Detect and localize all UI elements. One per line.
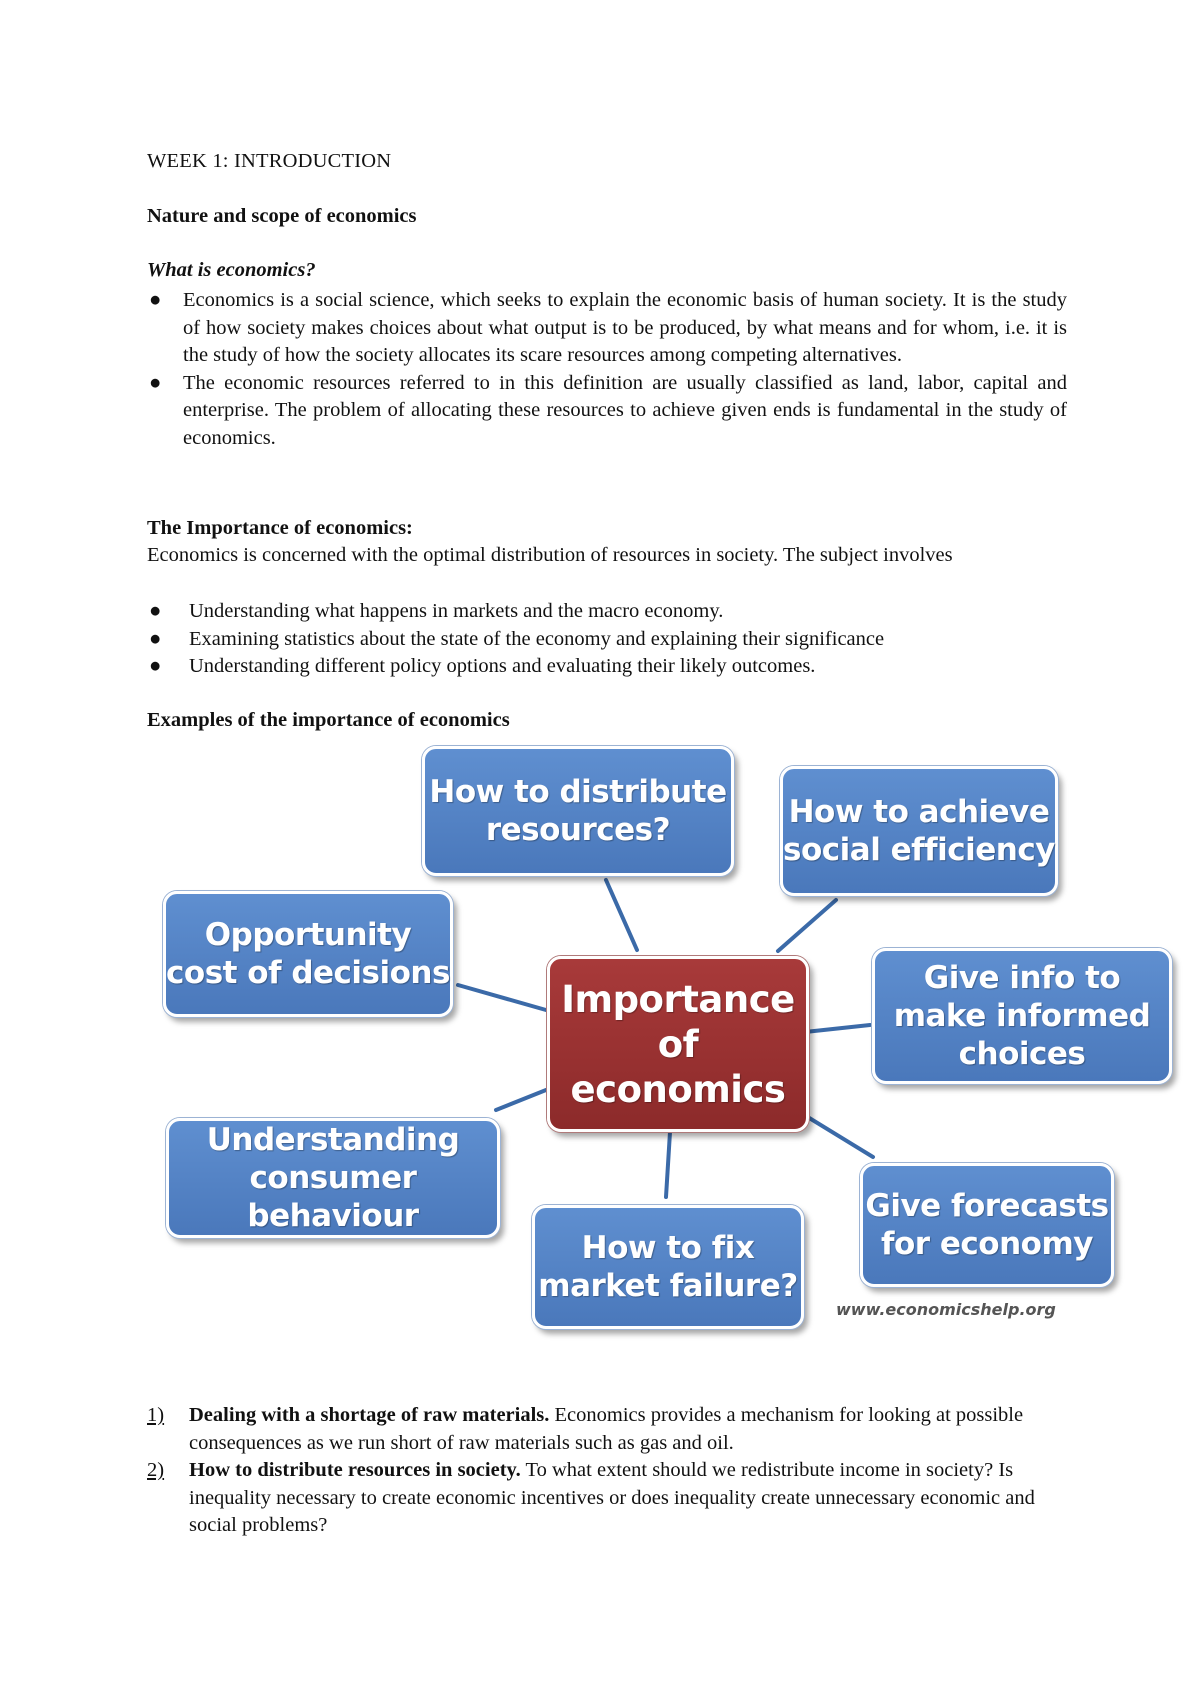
importance-intro: Economics is concerned with the optimal distribution of resources in society. The subject involves [147, 544, 953, 566]
item-text: To what extent should we redistribute income in society? Is inequality necessary to create economic incentives or does inequality create unnecessary economic and social problems? [189, 1459, 1035, 1536]
importance-title: The Importance of economics: [147, 517, 413, 539]
bullet-icon: ● [149, 600, 162, 622]
node-market-failure: How to fix market failure? [532, 1205, 804, 1329]
item-number: 1) [147, 1404, 165, 1426]
item-lead: How to distribute resources in society. [189, 1459, 521, 1481]
node-distribute-resources: How to distribute resources? [422, 746, 734, 876]
connector-line [805, 1025, 870, 1032]
bullet-icon: ● [149, 627, 162, 650]
connector-line [806, 1116, 873, 1157]
section-title: Nature and scope of economics [147, 205, 417, 227]
bullet-icon: ● [149, 655, 162, 677]
bullet-icon: ● [149, 289, 162, 311]
node-social-efficiency: How to achieve social efficiency [780, 766, 1058, 896]
connector-line [666, 1132, 670, 1197]
source-credit: www.economicshelp.org [836, 1300, 1056, 1319]
node-consumer-behaviour: Understanding consumer behaviour [166, 1118, 500, 1238]
list-item: ● Understanding what happens in markets and the macro economy. [147, 598, 1067, 626]
connector-line [778, 900, 836, 951]
list-item: ● Economics is a social science, which seeks to explain the economic basis of human society. It is the study of how society makes choices about what output is to be produced, by what means and for whom, i.e. it is the study of how the society allocates its scare resources among competing alternatives. [149, 289, 1067, 366]
list-item: ● Examining statistics about the state of the economy and explaining their significance [147, 626, 1067, 654]
connector-line [606, 880, 637, 950]
item-number: 2) [147, 1459, 165, 1481]
examples-title: Examples of the importance of economics [147, 709, 510, 731]
list-item: ● The economic resources referred to in this definition are usually classified as land, labor, capital and enterprise. The problem of allocating these resources to achieve given ends is fundamental in the study of economics. [149, 371, 1067, 449]
connector-line [496, 1090, 546, 1110]
subsection-title: What is economics? [147, 259, 316, 281]
item-text: Economics provides a mechanism for looking at possible consequences as we run short of raw materials such as gas and oil. [189, 1404, 1024, 1454]
node-forecasts: Give forecasts for economy [860, 1163, 1114, 1287]
week-heading: WEEK 1: INTRODUCTION [147, 150, 392, 172]
list-item: ● Understanding different policy options and evaluating their likely outcomes. [147, 653, 1067, 681]
center-node: Importance of economics [547, 956, 809, 1132]
node-opportunity-cost: Opportunity cost of decisions [163, 891, 453, 1017]
connector-line [458, 985, 546, 1010]
item-lead: Dealing with a shortage of raw materials. [189, 1404, 550, 1426]
node-informed-choices: Give info to make informed choices [872, 948, 1172, 1084]
bullet-icon: ● [149, 371, 162, 394]
